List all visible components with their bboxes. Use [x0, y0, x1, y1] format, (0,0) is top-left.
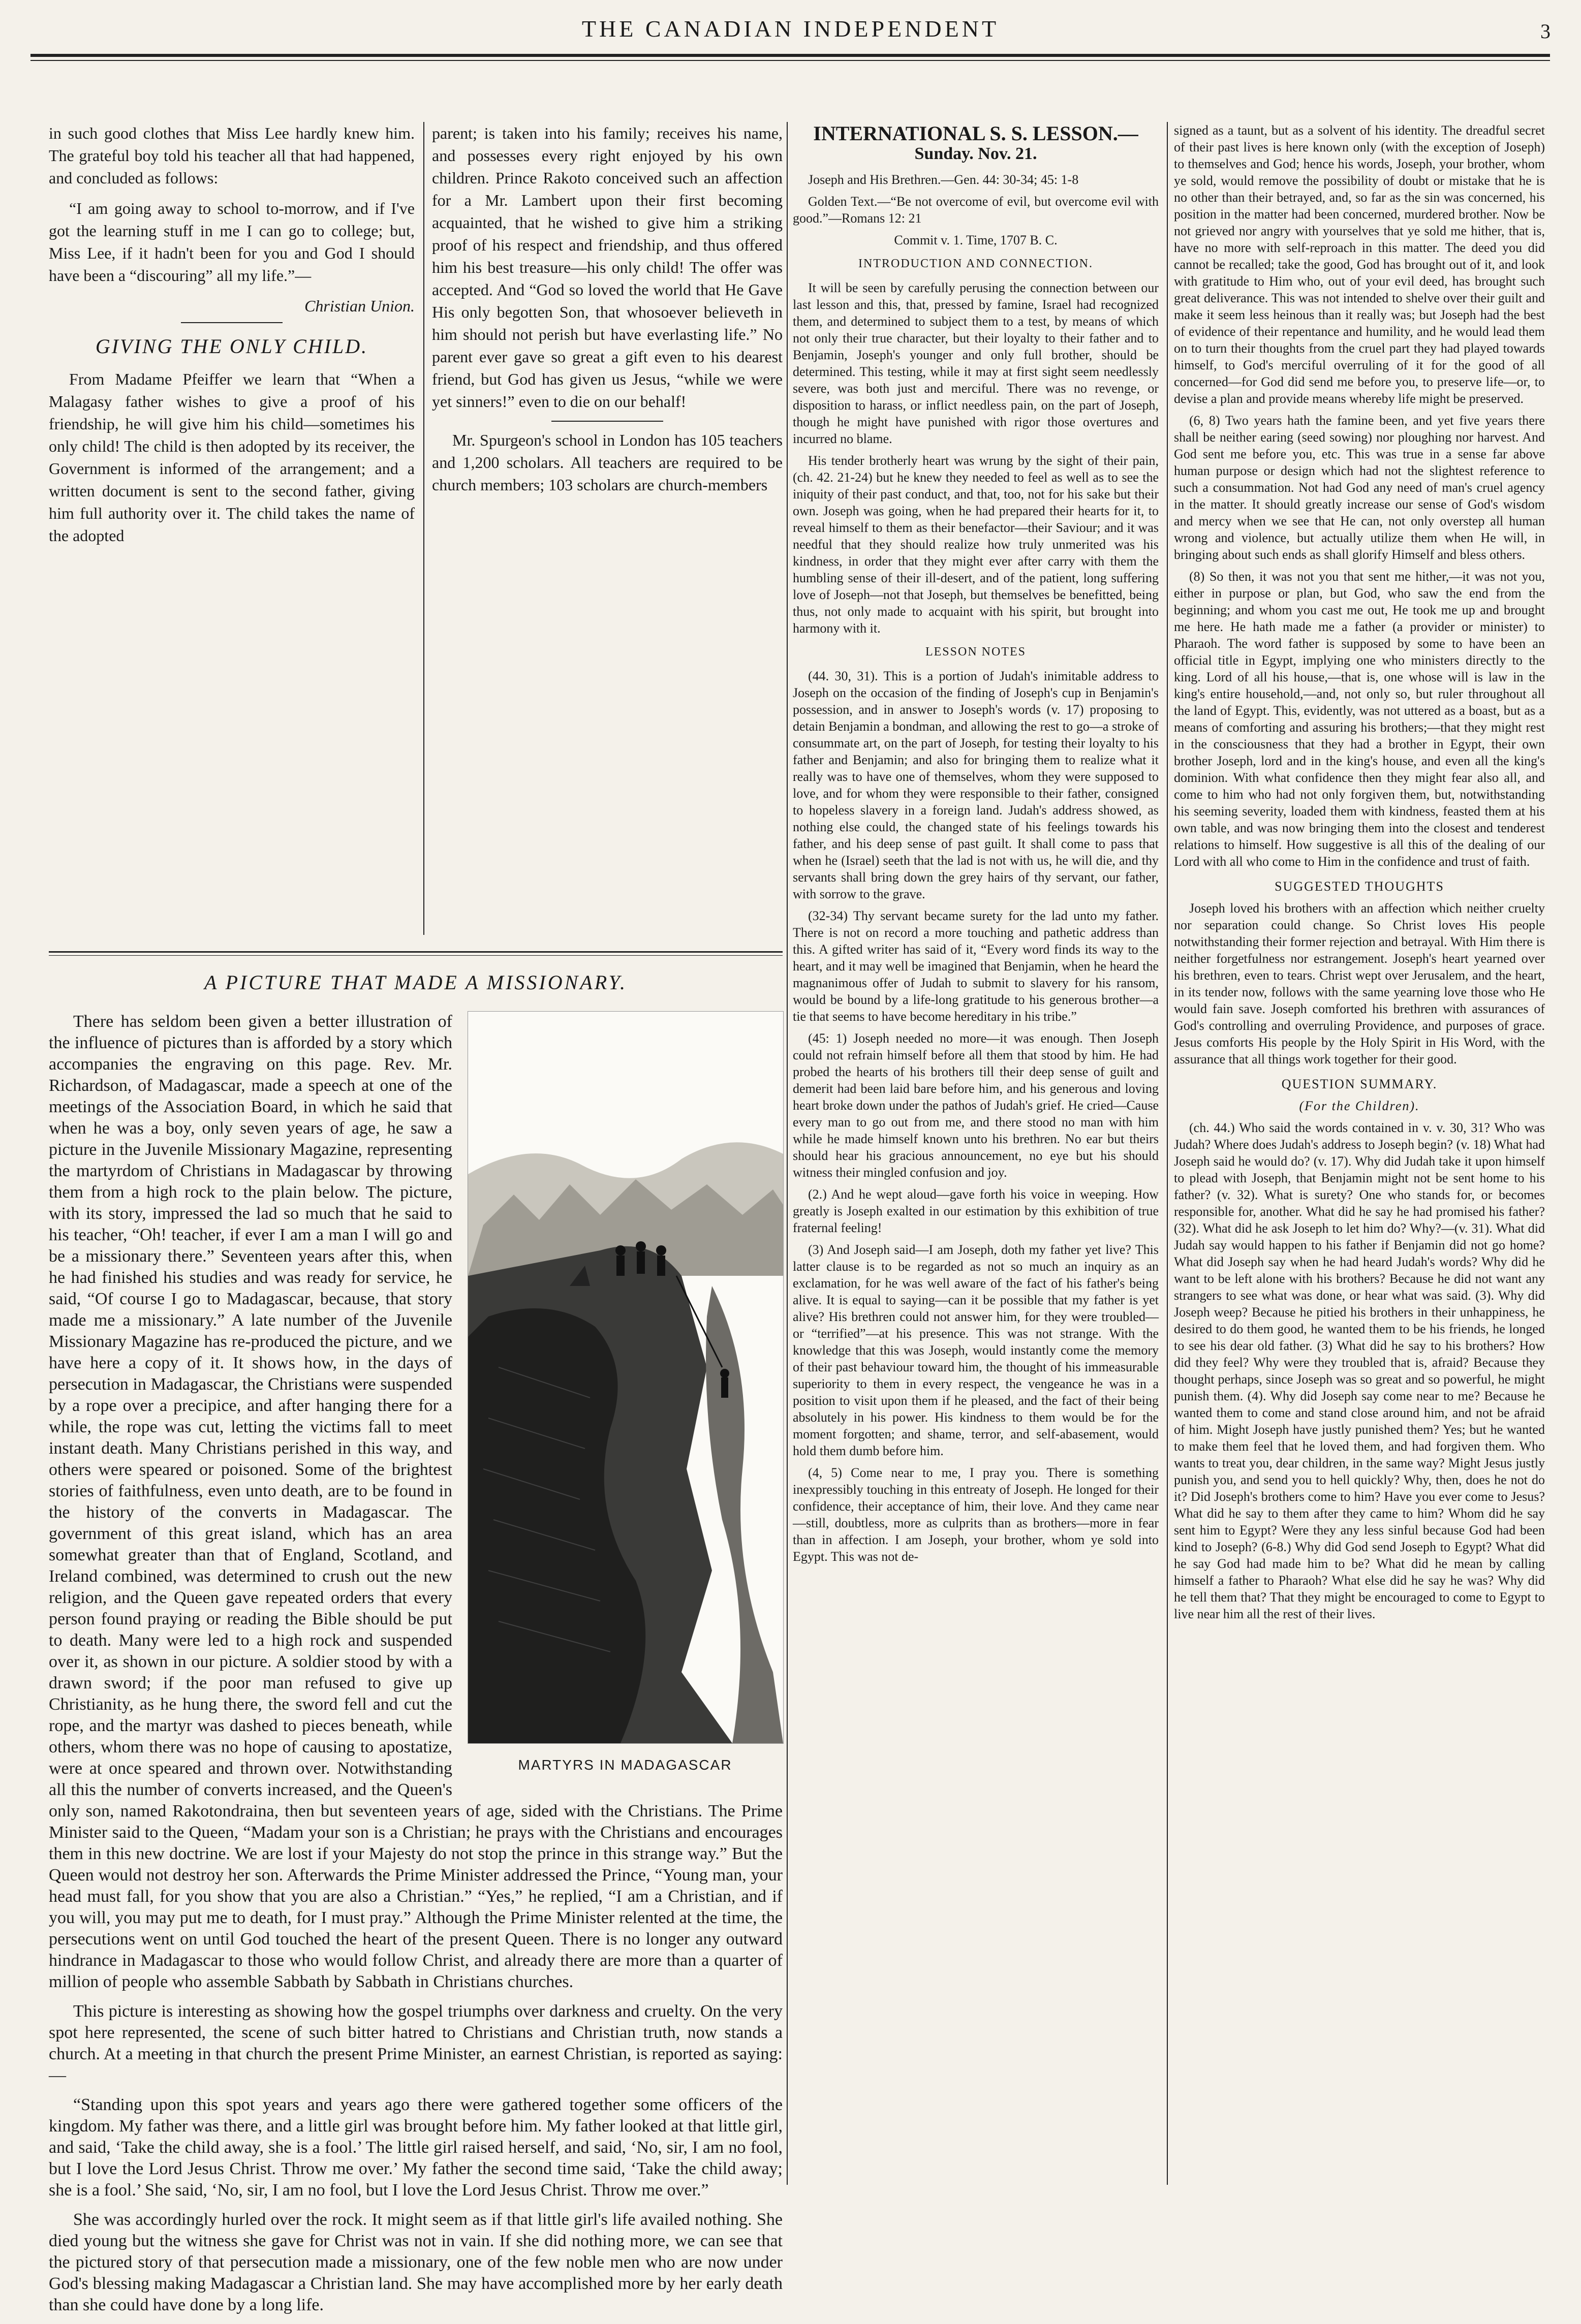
lesson-topic: Joseph and His Brethren.—Gen. 44: 30-34; 45: 1-8	[808, 172, 1079, 187]
lesson-heading: INTERNATIONAL S. S. LESSON.—	[813, 122, 1138, 145]
article-title-picture: A PICTURE THAT MADE A MISSIONARY.	[204, 971, 628, 994]
article-paragraph: This picture is interesting as showing how the gospel triumphs over darkness and cruelty. On the very spot here represented, the scene of such bitter hatred to Christians and Christian truth, now stands a church. At a meeting in that church the present Prime Minister, an earnest Christian, is reported as saying:—	[49, 2002, 783, 2085]
story-paragraph: in such good clothes that Miss Lee hardly knew him. The grateful boy told his teacher all that had happened, and concluded as follows:	[49, 124, 415, 187]
note-paragraph: signed as a taunt, but as a solvent of his identity. The dreadful secret of their past lives is here known only (with the exception of Joseph) to themselves and God; hence his words, Joseph, your brother, whom ye sold, would remove the possibility of doubt or mistake that he is no other than their betrayed, and, so far as the sin was concerned, his position in the matter had been concerned, murdered brother. Now be not grieved nor angry with yourselves that ye sold me hither, that is, have no more with self-reproach in this matter. The deed you did cannot be recalled; take the good, God has brought out of it, and look with gratitude to Him who, out of your evil deed, has brought such great deliverance. This was not intended to shelve over their guilt and make it seem less heinous than it really was; but Joseph had the best of evidence of their repentance and humility, and he would lead them on to turn their thoughts from the cruel part they had played towards himself, to God's merciful overruling of it for the good of all concerned—for God did send me before you, to preserve life—or, to devise a plan and provide means whereby life might be preserved.	[1174, 123, 1545, 406]
suggested-paragraph: Joseph loved his brothers with an affection which neither cruelty nor separation could change. So Christ loves His people notwithstanding their former rejection and betrayal. With Him there is neither forgetfulness nor estrangement. Joseph's heart yearned over his brethren, even to tears. Christ wept over Jerusalem, and the heart, in its tender now, follows with the same yearning love those who He would fain save. Joseph comforted his brethren with assurances of God's controlling and overruling Providence, and purposes of grace. Jesus comforts His people by the Holy Spirit in His Word, with the assurance that all things work together for their good.	[1174, 901, 1545, 1066]
column-c-lesson	[793, 122, 1159, 1570]
question-paragraph: (ch. 44.) Who said the words contained in v. v. 30, 31? Who was Judah? Where does Judah's address to Joseph begin? (v. 18) What had Joseph said he would do? (v. 17). Why did Judah take it upon himself to plead with Joseph, that Benjamin might not be sent home to his father? (v. 32). What is surety? One who stands for, or becomes responsible for, another. What did he say he had promised his father? (32). What did he ask Joseph to let him do? Why?—(v. 31). What did Judah say would happen to his father if Benjamin did not go home? What did Joseph say when he had heard Judah's words? Why did he want to be left alone with his brothers? Because he did not want any strangers to see what was done, or hear what was said. (3). Why did Joseph weep? Because he pitied his brothers in their unhappiness, he desired to do them good, he wanted them to be his friends, he longed to see his dear old father. (3) What did he say to his brothers? How did they feel? Why were they troubled that is, afraid? Because they thought perhaps, since Joseph was so great and so powerful, he might punish them. (4). Why did Joseph say come near to me? Because he wanted them to come and stand close around him, and not be afraid of him. Might Joseph have justly punished them? Yes; but he wanted to make them feel that he loved them, and had forgiven them. Who wants to treat you, dear children, in the same way? Might Jesus justly punish you, and send you to hell quickly? Why, then, does he not do it? Did Joseph's brothers come to him? Have you ever come to Jesus? What did he say to them after they came to him? Whom did he say sent him to Egypt? Were they any less sinful because God had been kind to Joseph? (6-8.) Why did God send Joseph to Egypt? What did he say God had made him to be? What did he mean by calling himself a father to Pharaoh? What else did he say he was? Why did he tell them that? That they might be encouraged to come to Egypt to live near him all the rest of their lives.	[1174, 1120, 1545, 1621]
section-title-giving: GIVING THE ONLY CHILD.	[95, 335, 368, 358]
question-subheading: (For the Children).	[1299, 1098, 1420, 1113]
question-heading: QUESTION SUMMARY.	[1281, 1077, 1438, 1091]
column-a	[49, 122, 415, 555]
note-paragraph: (32-34) Thy servant became surety for the lad unto my father. There is not on record a more touching and pathetic address than this. A gifted writer has said of it, “Every word finds its way to the heart, and it may well be imagined that Benjamin, when he heard the magnanimous offer of Judah to submit to slavery for his ransom, would be bound by a life-long gratitude to his generous brother—a tie that seems to have become hereditary in his tribe.”	[793, 908, 1159, 1024]
note-paragraph: (3) And Joseph said—I am Joseph, doth my father yet live? This latter clause is to be regarded as not so much an inquiry as an exclamation, for he was well aware of the fact of his father's being alive. It is equal to saying—can it be possible that my father is yet alive? His brethren could not answer him, for they were troubled—or “terrified”—at his presence. This was not strange. With the knowledge that this was Joseph, would instantly come the memory of their past behaviour toward him, the thought of his immeasurable superiority to them in every respect, the vengeance he was in a position to visit upon them if he pleased, and the fact of their being absolutely in his power. His kindness to them would be for the moment forgotten; and shame, terror, and self-abasement, would hold them dumb before him.	[793, 1242, 1159, 1458]
martyrs-engraving-image	[468, 1011, 784, 1744]
byline-christian-union: Christian Union.	[304, 297, 415, 315]
giving-paragraph-continued: parent; is taken into his family; receives his name, and possesses every right enjoyed by his own children. Prince Rakoto conceived such an affection for a Mr. Lambert upon their first becoming acquainted, that he wished to give him a striking proof of his respect and friendship, and thus offered him his best treasure—his only child! The offer was accepted. And “God so loved the world that He Gave His only begotten Son, that whosoever believeth in him should not perish but have everlasting life.” No parent ever gave so great a gift even to his dearest friend, but God has given us Jesus, “while we were yet sinners!” even to die on our behalf!	[432, 124, 783, 411]
article-paragraph: There has seldom been given a better illustration of the influence of pictures than is afforded by a story which accompanies the engraving on this page. Rev. Mr. Richardson, of Madagascar, made a speech at one of the meetings of the Association Board, in which he said that when he was a boy, only seven years of age, he saw a picture in the Juvenile Missionary Magazine, representing the martyrdom of Christians in Madagascar by throwing them from a high rock to the plain below. The picture, with its story, impressed the lad so much that he said to his teacher, “Oh! teacher, if ever I am a man I will go and be a missionary there.” Seventeen years after this, when he had finished his studies and was ready for service, he said, “Of course I go to Madagascar, because, that story made me a missionary.” A late number of the Juvenile Missionary Magazine has re-produced the picture, and we have here a copy of it. It shows how, in the days of persecution in Madagascar, the Christians were suspended by a rope over a precipice, and after hanging there for a while, the rope was cut, letting the victims fall to meet instant death. Many Christians perished in this way, and others were speared or poisoned. Some of the brightest stories of faithfulness, even unto death, are to be found in the history of the converts in Madagascar. The government of this great island, which has an area somewhat greater than that of England, Scotland, and Ireland combined, was determined to crush out the new religion, and the Queen gave repeated orders that every person found praying or reading the Bible should be put to death. Many were led to a high rock and suspended over it, as shown in our picture. A soldier stood by with a drawn sword; if the poor man refused to give up Christianity, as he hung there, the sword fell and cut the rope, and the martyr was dashed to pieces beneath, while others, whom there was no hope of causing to apostatize, were at once speared and thrown over. Notwithstanding all this the number of converts increased, and the Queen's only son, named Rakotondraina, then but seventeen years of age, sided with the Christians. The Prime Minister said to the Queen, “Madam your son is a Christian; he prays with the Christians and encourages them in this new doctrine. We are lost if your Majesty do not stop the prince in this strange way.” But the Queen would not destroy her son. Afterwards the Prime Minister addressed the Prince, “Young man, your head must fall, for you show that you are also a Christian.” “Yes,” he replied, “I am a Christian, and if you will, you may put me to death, for I must pray.” Although the Prime Minister relented at the time, the persecutions went on until God touched the heart of the present Queen. There is no longer any outward hindrance in Madagascar to those who would follow Christ, and already there are more than a quarter of million of people who assemble Sabbath by Sabbath in Christians churches.	[49, 1012, 783, 1991]
note-paragraph: (44. 30, 31). This is a portion of Judah's inimitable address to Joseph on the occasion of the finding of Joseph's cup in Benjamin's possession, and in answer to Joseph's words (v. 17) proposing to detain Benjamin a bondman, and allowing the rest to go—a stroke of consummate art, on the part of Joseph, for testing their loyalty to his father and Benjamin; and also for bringing them to realize what it really was to have one of themselves, whom they were supposed to love, and for whom they were responsible to their father, consigned to hopeless slavery in a foreign land. Judah's address showed, as nothing else could, the changed state of his feelings towards his father, and his deep sense of past guilt. It shall come to pass that when he (Israel) seeth that the lad is not with us, he will die, and thy servants shall bring down the grey hairs of thy servant, our father, with sorrow to the grave.	[793, 669, 1159, 901]
column-d-lesson	[1174, 122, 1545, 1627]
article-paragraph: “Standing upon this spot years and years ago there were gathered together some officers of the kingdom. My father was there, and a little girl was brought before him. My father looked at that little girl, and said, ‘Take the child away, she is a fool.’ The little girl raised herself, and said, ‘No, sir, I am no fool, but I love the Lord Jesus Christ. Throw me over.’ My father the second time said, ‘Take the child away; she is a fool.’ She said, ‘No, sir, I am no fool, but I love the Lord Jesus Christ. Throw me over.”	[49, 2095, 783, 2200]
story-paragraph: “I am going away to school to-morrow, and if I've got the learning stuff in me I can go to college; but, Miss Lee, if it hadn't been for you and God I should have been a “discouring” all my life.”—	[49, 199, 415, 285]
lesson-date: Sunday. Nov. 21.	[914, 144, 1037, 163]
note-paragraph: (4, 5) Come near to me, I pray you. There is something inexpressibly touching in this entreaty of Joseph. He longed for their confidence, their acceptance of him, their love. And they came near—still, doubtless, more as culprits than as brothers—more in fear than in affection. I am Joseph, your brother, whom ye sold into Egypt. This was not de-	[793, 1465, 1159, 1564]
spurgeon-note: Mr. Spurgeon's school in London has 105 teachers and 1,200 scholars. All teachers are required to be church members; 103 scholars are church-members	[432, 431, 783, 494]
masthead-title: THE CANADIAN INDEPENDENT	[581, 16, 1000, 42]
golden-text: Golden Text.—“Be not overcome of evil, but overcome evil with good.”—Romans 12: 21	[793, 194, 1159, 226]
intro-paragraph: It will be seen by carefully perusing the connection between our last lesson and this, that, pressed by famine, Israel had recognized them, and determined to subject them to a test, by means of which not only their true character, but their loyalty to their father and to Benjamin, Joseph's younger and only full brother, should be determined. This testing, while it may at first sight seem needlessly severe, was both just and merciful. There was no revenge, or disposition to harass, or inflict needless pain, on the part of Joseph, though he might have punished with rigor those overtures and incurred no blame.	[793, 280, 1159, 446]
page-number: 3	[1540, 20, 1551, 43]
column-b	[432, 122, 783, 504]
column-divider-1	[423, 122, 424, 935]
intro-paragraph: His tender brotherly heart was wrung by the sight of their pain, (ch. 42. 21-24) but he knew they needed to feel as well as to see the iniquity of their past conduct, and that, too, not for his sake but their own. Joseph was going, when he had prepared their hearts for it, to reveal himself to them as their benefactor—their Saviour; and it was needful that they should realize how truly unmerited was his kindness, in order that they might ever after carry with them the humbling sense of their ill-desert, and of the patient, long suffering love of Joseph—not that Joseph, but themselves be benefitted, being thus, not only made to acquaint with his spirit, but brought into harmony with it.	[793, 453, 1159, 636]
article-paragraph: She was accordingly hurled over the rock. It might seem as if that little girl's life availed nothing. She died young but the witness she gave for Christ was not in vain. If she did nothing more, we can see that the pictured story of that persecution made a missionary, one of the few noble men who are now under God's blessing making Madagascar a Christian land. She may have accomplished more by her early death than she could have done by a long life.	[49, 2210, 783, 2314]
column-divider-3	[1167, 122, 1168, 2185]
notes-heading: LESSON NOTES	[925, 645, 1026, 658]
column-divider-2	[787, 122, 788, 2185]
section-rule	[49, 951, 783, 953]
note-paragraph: (6, 8) Two years hath the famine been, and yet five years there shall be neither earing (seed sowing) nor ploughing nor harvest. And God sent me before you, etc. This was true in a sense far above human purpose or design which had not the slightest reference to such a consummation. Not had God any need of man's cruel agency in the matter. It should greatly increase our sense of God's wisdom and mercy when we see that He can, not only overstep all human wrong and violence, but actually utilize them when He will, in bringing about such ends as shall glorify Himself and bless others.	[1174, 413, 1545, 562]
engraving-caption: MARTYRS IN MADAGASCAR	[518, 1757, 732, 1773]
short-rule	[181, 322, 283, 323]
suggested-heading: SUGGESTED THOUGHTS	[1275, 879, 1444, 894]
masthead-rule-thick	[30, 54, 1550, 57]
note-paragraph: (45: 1) Joseph needed no more—it was enough. Then Joseph could not refrain himself before all them that stood by him. He had probed the hearts of his brothers till their deep sense of guilt and demerit had been laid bare before him, and his generous and loving heart broke down under the pathos of Judah's grief. He cried—Cause every man to go out from me, and there stood no man with him while he made himself known unto his brethren. No ear but theirs should hear his gracious announcement, no eye but his should witness their mingled confusion and joy.	[793, 1031, 1159, 1180]
giving-paragraph: From Madame Pfeiffer we learn that “When a Malagasy father wishes to give a proof of his friendship, he will give him his child—sometimes his only child! The child is then adopted by its receiver, the Government is informed of the arrangement; and a written document is sent to the second father, giving him full authority over it. The child takes the name of the adopted	[49, 370, 415, 545]
note-paragraph: (2.) And he wept aloud—gave forth his voice in weeping. How greatly is Joseph exalted in our estimation by this exhibition of true fraternal feeling!	[793, 1187, 1159, 1235]
picture-article	[49, 1011, 783, 2324]
masthead-rule-thin	[30, 60, 1550, 61]
intro-heading: INTRODUCTION AND CONNECTION.	[858, 257, 1093, 270]
short-rule	[551, 421, 663, 422]
engraving-figure	[468, 1011, 783, 1778]
section-rule-thin	[49, 955, 783, 956]
note-paragraph: (8) So then, it was not you that sent me hither,—it was not you, either in purpose or plan, but God, who saw the end from the beginning; and whom you cast me out, He took me up and brought me here. He hath made me a father (a provider or minister) to Pharaoh. The word father is supposed by some to have been an official title in Egypt, implying one who ministers directly to the king. Lord of all his house,—that is, one whose will is law in the king's entire household,—and, not only so, but ruler throughout all the land of Egypt. This, evidently, was not uttered as a boast, but as a means of comforting and assuring his brothers;—that they might rest in the consciousness that they had a brother in Egypt, their own brother Joseph, lord and in the king's house, and even all the king's dominion. With what confidence then they might fear also all, and come to him who had not only forgiven them, but, notwithstanding his seeming severity, loaded them with kindness, feasted them at his own table, and was now bringing them into the closest and tenderest relations to himself. How suggestive is all this of the dealing of our Lord with all who come to Him in the confidence and trust of faith.	[1174, 569, 1545, 869]
lesson-time: Commit v. 1. Time, 1707 B. C.	[894, 233, 1058, 247]
